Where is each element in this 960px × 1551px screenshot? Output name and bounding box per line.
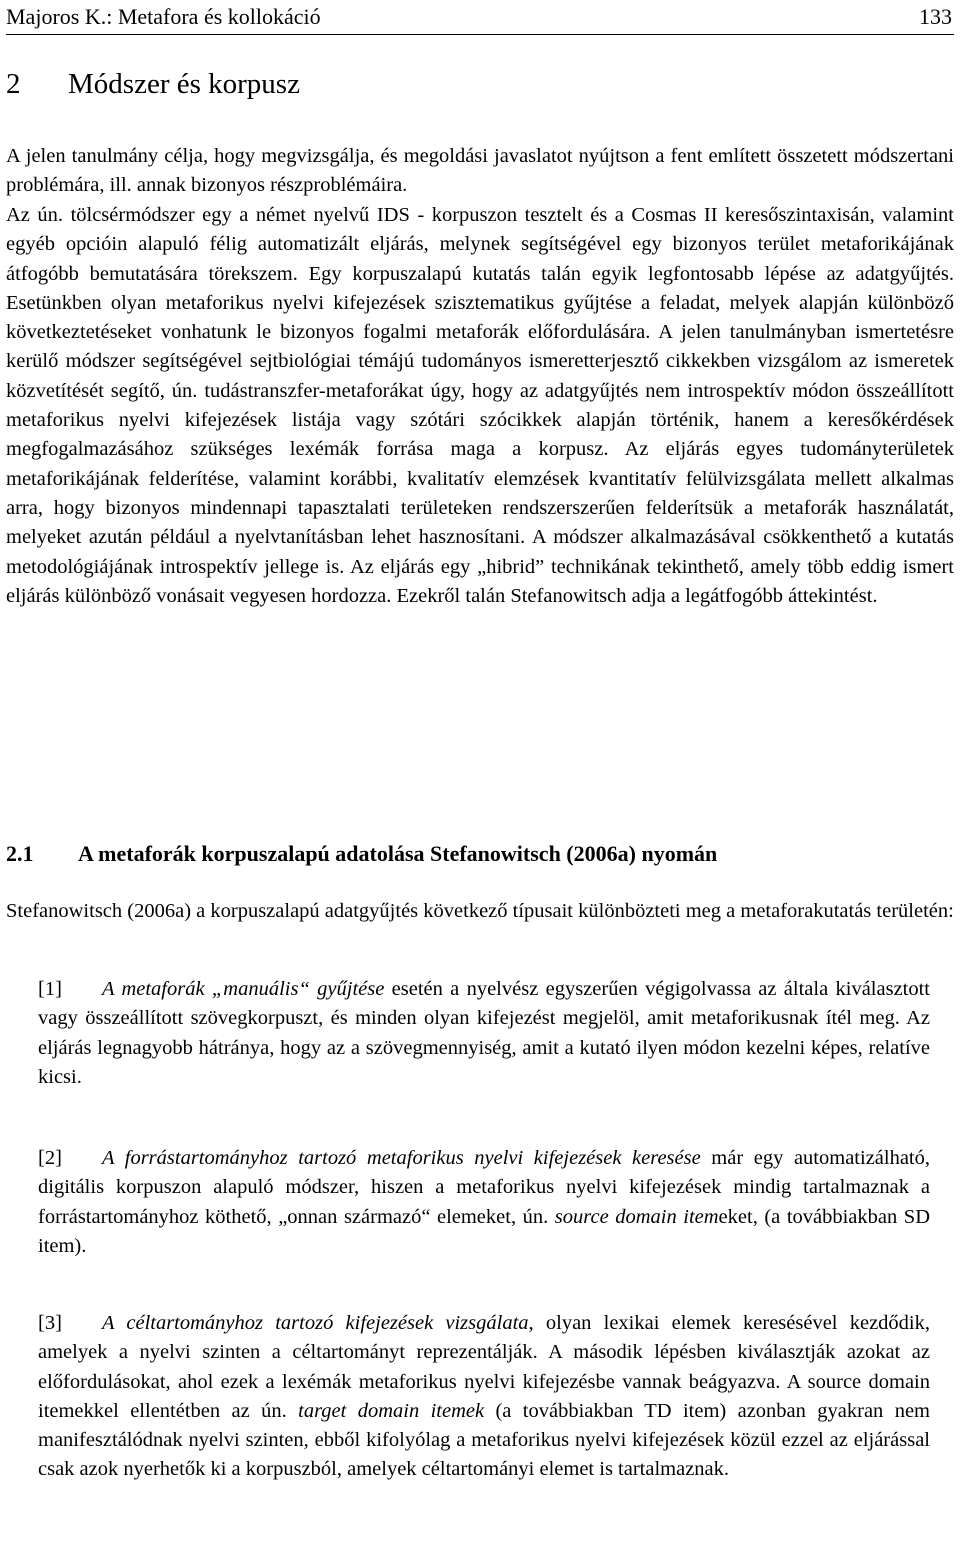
list-item-title: A céltartományhoz tartozó kifejezések vizsgálata xyxy=(102,1312,529,1334)
section-heading xyxy=(6,66,300,102)
list-item-text: esetén a nyelvész egyszerűen végigolvassa az általa kiválasztott vagy összeállított szövegkorpuszt, és minden olyan kifejezést megjelöl, amit metaforikusnak ítél meg. Az eljárás legnagyobb hátránya, hogy az a szövegmennyiség, amit a kutató ilyen módon kezelni képes, relatíve kicsi. xyxy=(38,978,931,1088)
list-item-label: [2] xyxy=(38,1147,62,1169)
page-number: 133 xyxy=(919,4,952,29)
subsection-number: 2.1 xyxy=(6,841,34,866)
list-item-term: source domain item xyxy=(554,1205,719,1228)
paragraph-intro: Stefanowitsch (2006a) a korpuszalapú adatgyűjtés következő típusait különbözteti meg a metaforakutatás területén: xyxy=(6,900,954,922)
subsection-title: A metaforák korpuszalapú adatolása Stefanowitsch (2006a) nyomán xyxy=(78,841,718,866)
running-title: Majoros K.: Metafora és kollokáció xyxy=(6,4,321,29)
list-item-2 xyxy=(38,1144,930,1261)
list-item-text: , olyan lexikai elemek keresésével kezdődik, amelyek a nyelvi szinten a céltartományt reprezentálják. A második lépésben kiválasztják azokat az előfordulásokat, ahol ezek a lexémák metaforikus nyelvi kifejezésbe vannak beágyazva. A source domain itemekkel ellentétben az ún. xyxy=(38,1312,930,1422)
paragraph-aim: A jelen tanulmány célja, hogy megvizsgálja, és megoldási javaslatot nyújtson a fent említett összetett módszertani problémára, ill. annak bizonyos részproblémáira. xyxy=(6,145,954,197)
list-item-title: A forrástartományhoz tartozó metaforikus nyelvi kifejezések keresése xyxy=(102,1147,701,1169)
list-item-3 xyxy=(38,1309,930,1485)
list-item-label: [1] xyxy=(38,978,62,1000)
subsection-heading xyxy=(6,839,717,869)
running-header xyxy=(6,4,954,35)
list-item-text: már egy automatizálható, digitális korpuszon alapuló módszer, hiszen a metaforikus nyelvi kifejezések mindig tartalmaznak a forrástartományhoz köthető, „onnan származó“ elemeket, ún. xyxy=(38,1147,931,1228)
section-title: Módszer és korpusz xyxy=(68,68,300,100)
list-item-title: A metaforák „manuális“ gyűjtése xyxy=(102,978,385,1000)
section-number: 2 xyxy=(6,68,21,100)
list-item-1 xyxy=(38,975,930,1092)
list-item-text-end: eket, (a továbbiakban SD item). xyxy=(38,1205,930,1257)
list-item-text-end: (a továbbiakban TD item) azonban gyakran nem manifesztálódnak nyelvi szinten, ebből kifolyólag a metaforikus nyelvi kifejezések közül ezzel az eljárással csak azok nyerhetők ki a korpuszból, amelyek céltartományi elemet is tartalmaznak. xyxy=(38,1399,930,1481)
paragraph-method: Az ún. tölcsérmódszer egy a német nyelvű IDS - korpuszon tesztelt és a Cosmas II keresőszintaxisán, valamint egyéb opcióin alapuló félig automatizált eljárás, melynek segítségével egy bizonyos terület metaforikájának átfogóbb bemutatására törekszem. Egy korpuszalapú kutatás talán egyik legfontosabb lépése az adatgyűjtés. Esetünkben olyan metaforikus nyelvi kifejezések szisztematikus gyűjtése a feladat, melyek alapján különböző következtetéseket vonhatunk le bizonyos fogalmi metaforák előfordulására. A jelen tanulmányban ismertetésre kerülő módszer segítségével sejtbiológiai témájú tudományos ismeretterjesztő cikkekben vizsgálom az ismeretek közvetítését segítő, ún. tudástranszfer-metaforákat úgy, hogy az adatgyűjtés nem introspektív módon összeállított metaforikus nyelvi kifejezések listája vagy szótári szócikkek alapján történik, hanem a keresőkérdések megfogalmazásához szükséges lexémák forrása maga a korpusz. Az eljárás egyes tudományterületek metaforikájának felderítése, valamint korábbi, kvalitatív elemzések kvantitatív felülvizsgálata mellett alkalmas arra, hogy bizonyos mindennapi tapasztalati területeken rendszerszerűen felderítsük a metaforák használatát, melyeket azután például a nyelvtanításban lehet hasznosítani. A módszer alkalmazásával csökkenthető a kutatás metodológiájának introspektív jellege is. Az eljárás egy „hibrid” technikának tekinthető, amely több eddig ismert eljárás különböző vonásait vegyesen hordozza. Ezekről talán Stefanowitsch adja a legátfogóbb áttekintést. xyxy=(6,204,954,607)
list-item-term: target domain itemek xyxy=(298,1399,485,1422)
list-item-label: [3] xyxy=(38,1312,62,1334)
